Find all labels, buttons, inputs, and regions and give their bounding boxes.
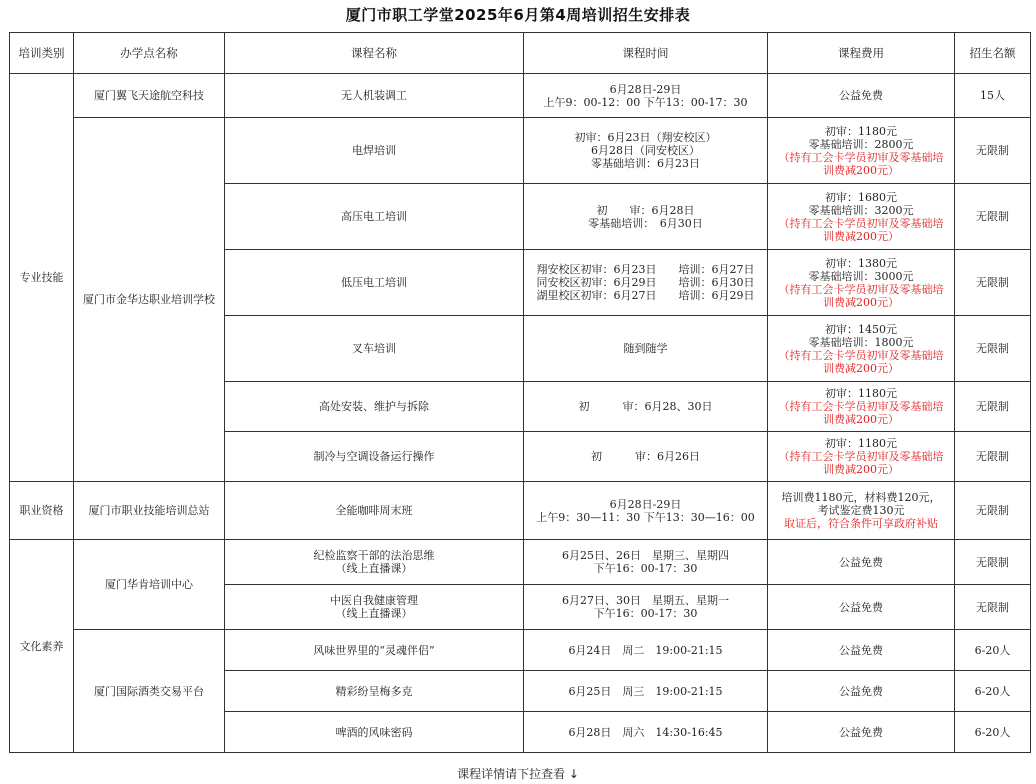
course-fee-line: 公益免费 xyxy=(839,643,883,657)
category-cell: 专业技能 xyxy=(10,74,74,482)
course-time-line: 6月25日 周三 19:00-21:15 xyxy=(568,684,723,698)
course-time-cell xyxy=(524,712,768,753)
course-fee-cell xyxy=(768,382,955,432)
quota-cell: 无限制 xyxy=(955,382,1031,432)
header-course: 课程名称 xyxy=(225,33,524,74)
course-fee-cell xyxy=(768,585,955,630)
course-time-cell xyxy=(524,482,768,540)
course-time-line: 6月24日 周二 19:00-21:15 xyxy=(568,643,723,657)
discount-note: 训费减200元） xyxy=(823,163,899,177)
course-fee-line: 零基础培训：3000元 xyxy=(808,269,914,283)
course-time-line: 上午9：00-12：00 下午13：00-17：30 xyxy=(543,95,748,109)
course-time-line: 随到随学 xyxy=(623,342,668,355)
course-time-line: 6月28日-29日 xyxy=(609,497,682,511)
course-fee-cell xyxy=(768,316,955,382)
course-fee-cell xyxy=(768,482,955,540)
course-time-cell xyxy=(524,250,768,316)
schedule-table xyxy=(9,32,1031,753)
course-name-cell xyxy=(225,74,524,118)
course-fee-cell xyxy=(768,250,955,316)
page-title: 厦门市职工学堂2025年6月第4周培训招生安排表 xyxy=(345,6,691,24)
course-name-cell xyxy=(225,118,524,184)
discount-note: （持有工会卡学员初审及零基础培 xyxy=(778,216,944,230)
course-time-cell xyxy=(524,184,768,250)
course-name-cell xyxy=(225,630,524,671)
discount-note: （持有工会卡学员初审及零基础培 xyxy=(778,150,944,164)
school-cell: 厦门翼飞天途航空科技 xyxy=(74,74,225,118)
course-name-line: 高压电工培训 xyxy=(341,210,407,223)
school-cell: 厦门市金华达职业培训学校 xyxy=(74,118,225,482)
course-time-line: 湖里校区初审：6月27日 培训：6月29日 xyxy=(536,289,755,302)
course-fee-line: 零基础培训：3200元 xyxy=(808,203,914,217)
header-row xyxy=(10,33,1031,74)
course-name-line: 叉车培训 xyxy=(352,342,396,355)
course-time-line: 同安校区初审：6月29日 培训：6月30日 xyxy=(536,276,755,289)
course-fee-cell xyxy=(768,630,955,671)
course-name-line: 风味世界里的“灵魂伴侣” xyxy=(313,643,435,657)
course-name-cell xyxy=(225,382,524,432)
discount-note: 训费减200元） xyxy=(823,229,899,243)
quota-cell: 无限制 xyxy=(955,482,1031,540)
course-time-line: 初审：6月23日（翔安校区） xyxy=(574,131,717,144)
discount-note: （持有工会卡学员初审及零基础培 xyxy=(778,400,944,413)
course-name-cell xyxy=(225,250,524,316)
course-fee-cell xyxy=(768,184,955,250)
course-time-line: 6月28日 周六 14:30-16:45 xyxy=(568,725,723,739)
course-name-line: 啤酒的风味密码 xyxy=(335,725,413,739)
discount-note: （持有工会卡学员初审及零基础培 xyxy=(778,282,944,296)
course-fee-cell xyxy=(768,712,955,753)
course-fee-line: 零基础培训：1800元 xyxy=(808,335,914,349)
course-time-line: 6月28日-29日 xyxy=(609,82,682,96)
quota-cell: 15人 xyxy=(955,74,1031,118)
course-name-cell xyxy=(225,184,524,250)
course-name-line: 精彩纷呈梅多克 xyxy=(335,684,413,698)
table-row xyxy=(10,630,1031,671)
course-time-line: 初 审：6月28日 xyxy=(596,203,695,217)
course-time-line: 6月27日、30日 星期五、星期一 xyxy=(562,594,729,607)
course-name-line: 全能咖啡周末班 xyxy=(335,504,413,517)
category-cell: 文化素养 xyxy=(10,540,74,753)
quota-cell: 6-20人 xyxy=(955,630,1031,671)
course-name-cell xyxy=(225,671,524,712)
table-row xyxy=(10,118,1031,184)
course-time-cell xyxy=(524,74,768,118)
course-time-cell xyxy=(524,316,768,382)
course-fee-line: 初审：1450元 xyxy=(825,322,897,336)
course-fee-line: 初审：1180元 xyxy=(825,124,897,138)
table-row xyxy=(10,482,1031,540)
course-fee-line: 公益免费 xyxy=(839,89,883,102)
course-name-line: 电焊培训 xyxy=(352,144,396,157)
header-category: 培训类别 xyxy=(10,33,74,74)
course-time-line: 上午9：30—11：30 下午13：30—16：00 xyxy=(536,510,755,524)
course-name-cell xyxy=(225,540,524,585)
course-fee-cell xyxy=(768,432,955,482)
course-time-line: 6月25日、26日 星期三、星期四 xyxy=(562,549,729,562)
table-row xyxy=(10,74,1031,118)
course-name-line: 低压电工培训 xyxy=(341,276,407,289)
course-time-cell xyxy=(524,382,768,432)
discount-note: 训费减200元） xyxy=(823,463,899,476)
course-name-cell xyxy=(225,712,524,753)
school-cell: 厦门华肯培训中心 xyxy=(74,540,225,630)
course-fee-line: 公益免费 xyxy=(839,600,883,614)
course-fee-line: 零基础培训：2800元 xyxy=(808,137,914,151)
course-fee-cell xyxy=(768,74,955,118)
course-time-line: 下午16：00-17：30 xyxy=(593,607,698,620)
course-fee-line: 培训费1180元，材料费120元， xyxy=(781,491,941,504)
header-fee: 课程费用 xyxy=(768,33,955,74)
course-fee-line: 公益免费 xyxy=(839,725,883,739)
course-time-line: 零基础培训：6月23日 xyxy=(591,157,700,170)
header-time: 课程时间 xyxy=(524,33,768,74)
course-time-cell xyxy=(524,585,768,630)
course-name-line: 无人机装调工 xyxy=(341,89,407,102)
scroll-hint[interactable]: 课程详情请下拉查看 ↓ xyxy=(457,767,579,781)
course-fee-line: 考试鉴定费130元 xyxy=(817,504,905,517)
course-name-line: 中医自我健康管理 xyxy=(330,594,418,607)
course-name-line: （线上直播课） xyxy=(335,562,413,575)
course-fee-line: 公益免费 xyxy=(839,684,883,698)
discount-note: 训费减200元） xyxy=(823,413,899,426)
quota-cell: 无限制 xyxy=(955,316,1031,382)
discount-note: （持有工会卡学员初审及零基础培 xyxy=(778,348,944,362)
school-cell: 厦门市职业技能培训总站 xyxy=(74,482,225,540)
school-cell: 厦门国际酒类交易平台 xyxy=(74,630,225,753)
course-fee-line: 初审：1380元 xyxy=(825,256,897,270)
quota-cell: 无限制 xyxy=(955,540,1031,585)
course-name-cell xyxy=(225,585,524,630)
discount-note: 训费减200元） xyxy=(823,295,899,309)
quota-cell: 无限制 xyxy=(955,118,1031,184)
course-fee-line: 初审：1680元 xyxy=(825,190,897,204)
course-fee-cell xyxy=(768,540,955,585)
course-time-cell xyxy=(524,118,768,184)
course-fee-line: 初审：1180元 xyxy=(825,437,897,450)
category-cell: 职业资格 xyxy=(10,482,74,540)
course-name-line: （线上直播课） xyxy=(335,607,413,620)
course-fee-cell xyxy=(768,118,955,184)
course-fee-line: 公益免费 xyxy=(839,555,883,569)
discount-note: （持有工会卡学员初审及零基础培 xyxy=(778,450,944,463)
discount-note: 取证后，符合条件可享政府补贴 xyxy=(784,517,938,530)
course-time-line: 初 审：6月28、30日 xyxy=(578,400,713,413)
quota-cell: 6-20人 xyxy=(955,712,1031,753)
course-fee-cell xyxy=(768,671,955,712)
course-time-line: 翔安校区初审：6月23日 培训：6月27日 xyxy=(536,263,755,276)
course-name-cell xyxy=(225,432,524,482)
course-name-line: 纪检监察干部的法治思维 xyxy=(313,549,435,562)
quota-cell: 无限制 xyxy=(955,585,1031,630)
course-name-cell xyxy=(225,482,524,540)
quota-cell: 无限制 xyxy=(955,432,1031,482)
header-quota: 招生名额 xyxy=(955,33,1031,74)
course-time-line: 零基础培训： 6月30日 xyxy=(588,216,703,230)
course-name-line: 高处安装、维护与拆除 xyxy=(319,400,429,413)
discount-note: 训费减200元） xyxy=(823,361,899,375)
course-time-cell xyxy=(524,540,768,585)
course-time-cell xyxy=(524,630,768,671)
course-time-line: 6月28日（同安校区） xyxy=(591,144,700,157)
quota-cell: 无限制 xyxy=(955,250,1031,316)
course-name-line: 制冷与空调设备运行操作 xyxy=(313,450,435,463)
course-fee-line: 初审：1180元 xyxy=(825,387,897,400)
course-time-cell xyxy=(524,671,768,712)
header-school: 办学点名称 xyxy=(74,33,225,74)
quota-cell: 无限制 xyxy=(955,184,1031,250)
quota-cell: 6-20人 xyxy=(955,671,1031,712)
course-time-line: 下午16：00-17：30 xyxy=(593,562,698,575)
course-name-cell xyxy=(225,316,524,382)
course-time-cell xyxy=(524,432,768,482)
table-row xyxy=(10,540,1031,585)
course-time-line: 初 审：6月26日 xyxy=(591,450,700,463)
